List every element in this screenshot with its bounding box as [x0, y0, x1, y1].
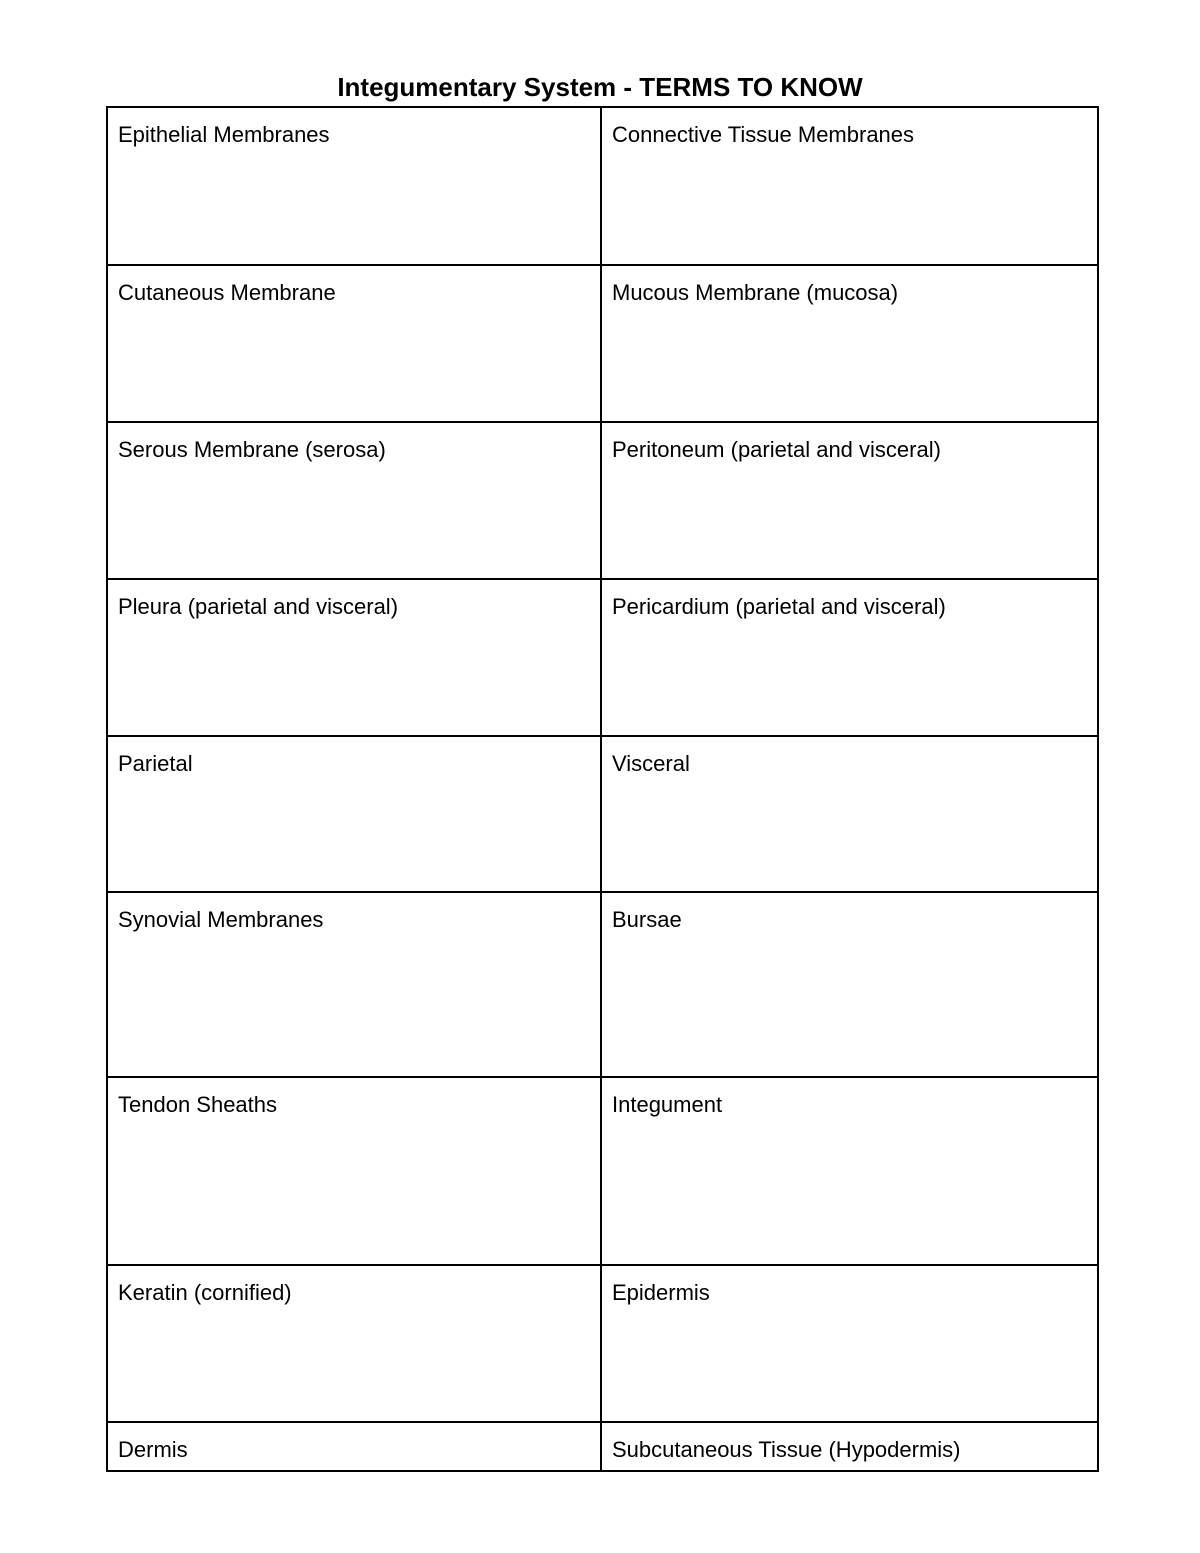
- term-cell: Peritoneum (parietal and visceral): [601, 422, 1098, 579]
- term-cell: Connective Tissue Membranes: [601, 107, 1098, 265]
- table-row: [107, 422, 1098, 579]
- terms-table: [106, 106, 1099, 1472]
- table-row: [107, 1422, 1098, 1471]
- term-cell: Serous Membrane (serosa): [107, 422, 601, 579]
- term-cell: Pericardium (parietal and visceral): [601, 579, 1098, 736]
- term-cell: Synovial Membranes: [107, 892, 601, 1077]
- table-row: [107, 892, 1098, 1077]
- term-cell: Tendon Sheaths: [107, 1077, 601, 1265]
- term-cell: Integument: [601, 1077, 1098, 1265]
- term-cell: Mucous Membrane (mucosa): [601, 265, 1098, 422]
- table-row: [107, 736, 1098, 892]
- term-cell: Dermis: [107, 1422, 601, 1471]
- term-cell: Bursae: [601, 892, 1098, 1077]
- table-row: [107, 265, 1098, 422]
- term-cell: Parietal: [107, 736, 601, 892]
- term-cell: Cutaneous Membrane: [107, 265, 601, 422]
- term-cell: Visceral: [601, 736, 1098, 892]
- table-row: [107, 579, 1098, 736]
- term-cell: Keratin (cornified): [107, 1265, 601, 1422]
- term-cell: Pleura (parietal and visceral): [107, 579, 601, 736]
- table-row: [107, 1265, 1098, 1422]
- term-cell: Epidermis: [601, 1265, 1098, 1422]
- term-cell: Subcutaneous Tissue (Hypodermis): [601, 1422, 1098, 1471]
- table-row: [107, 1077, 1098, 1265]
- term-cell: Epithelial Membranes: [107, 107, 601, 265]
- table-row: [107, 107, 1098, 265]
- page-title: Integumentary System - TERMS TO KNOW: [337, 72, 863, 102]
